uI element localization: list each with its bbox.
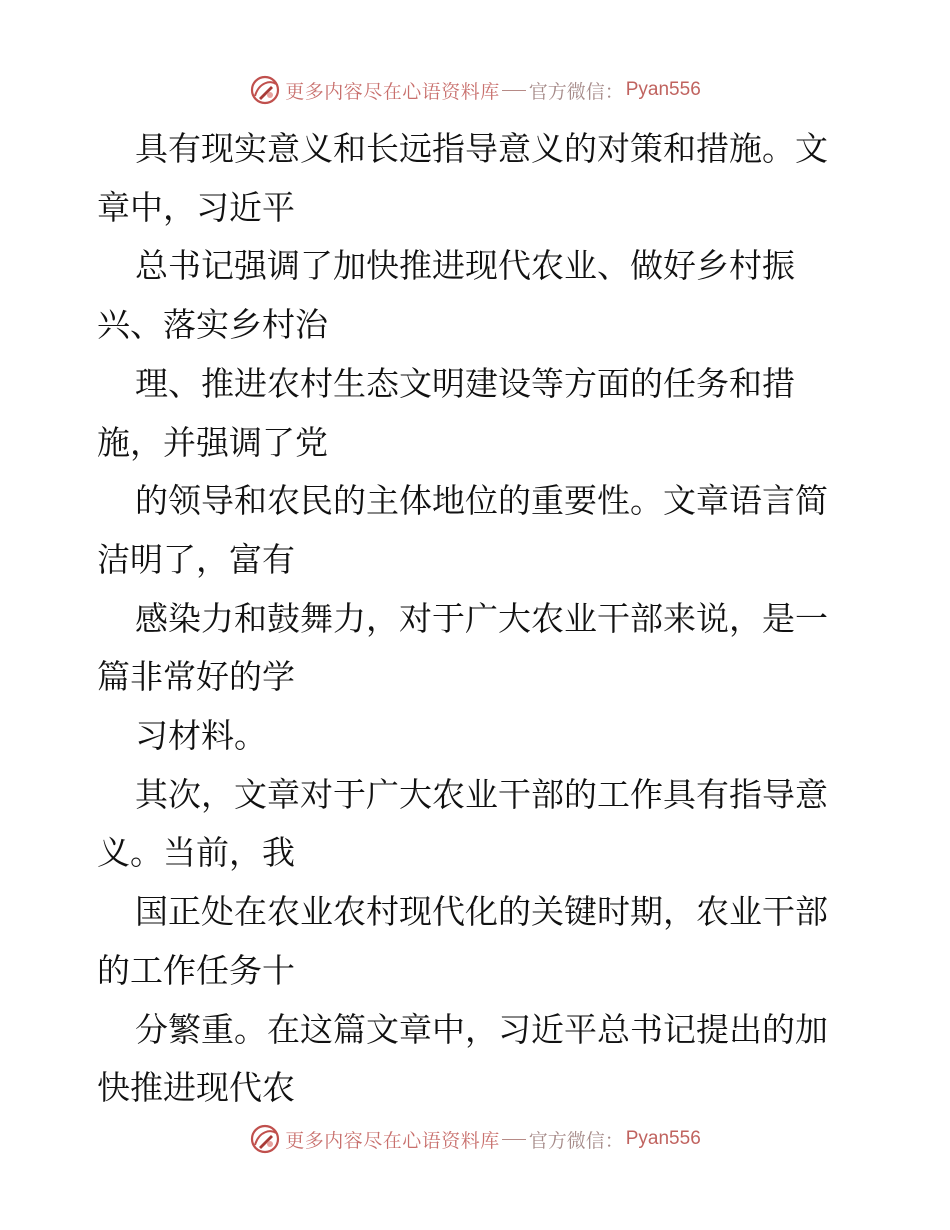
- text-line: 的领导和农民的主体地位的重要性。文章语言简: [135, 481, 828, 521]
- watermark-dash: [502, 1139, 526, 1140]
- text-line: 具有现实意义和长远指导意义的对策和措施。文: [135, 129, 828, 168]
- logo-icon: [249, 74, 281, 106]
- text-line: 分繁重。在这篇文章中，习近平总书记提出的加: [135, 1009, 828, 1049]
- watermark-wechat-label: 官方微信：: [528, 1129, 624, 1152]
- text-line: 施，并强调了党: [97, 422, 328, 462]
- watermark-wechat-id: Pyan556: [625, 1128, 701, 1149]
- text-line: 理、推进农村生态文明建设等方面的任务和措: [135, 363, 795, 403]
- watermark-wechat-id: Pyan556: [625, 79, 701, 100]
- text-line: 的工作任务十: [97, 950, 295, 990]
- watermark-dash: [502, 90, 526, 91]
- text-line: 义。当前，我: [97, 833, 295, 873]
- text-line: 篇非常好的学: [97, 657, 295, 697]
- header-watermark: [0, 73, 950, 107]
- watermark-wechat-label: 官方微信：: [528, 80, 624, 103]
- text-line: 兴、落实乡村治: [97, 305, 328, 345]
- text-line: 感染力和鼓舞力，对于广大农业干部来说，是一: [135, 598, 828, 638]
- text-line: 章中，习近平: [97, 187, 295, 227]
- text-line: 习材料。: [135, 716, 267, 755]
- text-line: 总书记强调了加快推进现代农业、做好乡村振: [135, 246, 795, 286]
- text-line: 洁明了，富有: [97, 539, 295, 579]
- text-line: 快推进现代农: [97, 1068, 295, 1108]
- text-line: 其次，文章对于广大农业干部的工作具有指导意: [135, 774, 828, 814]
- logo-icon: [249, 1123, 281, 1155]
- text-line: 国正处在农业农村现代化的关键时期，农业干部: [135, 892, 828, 932]
- watermark-title: 更多内容尽在心语资料库: [285, 1129, 500, 1152]
- footer-watermark: [0, 1122, 950, 1156]
- watermark-title: 更多内容尽在心语资料库: [285, 80, 500, 103]
